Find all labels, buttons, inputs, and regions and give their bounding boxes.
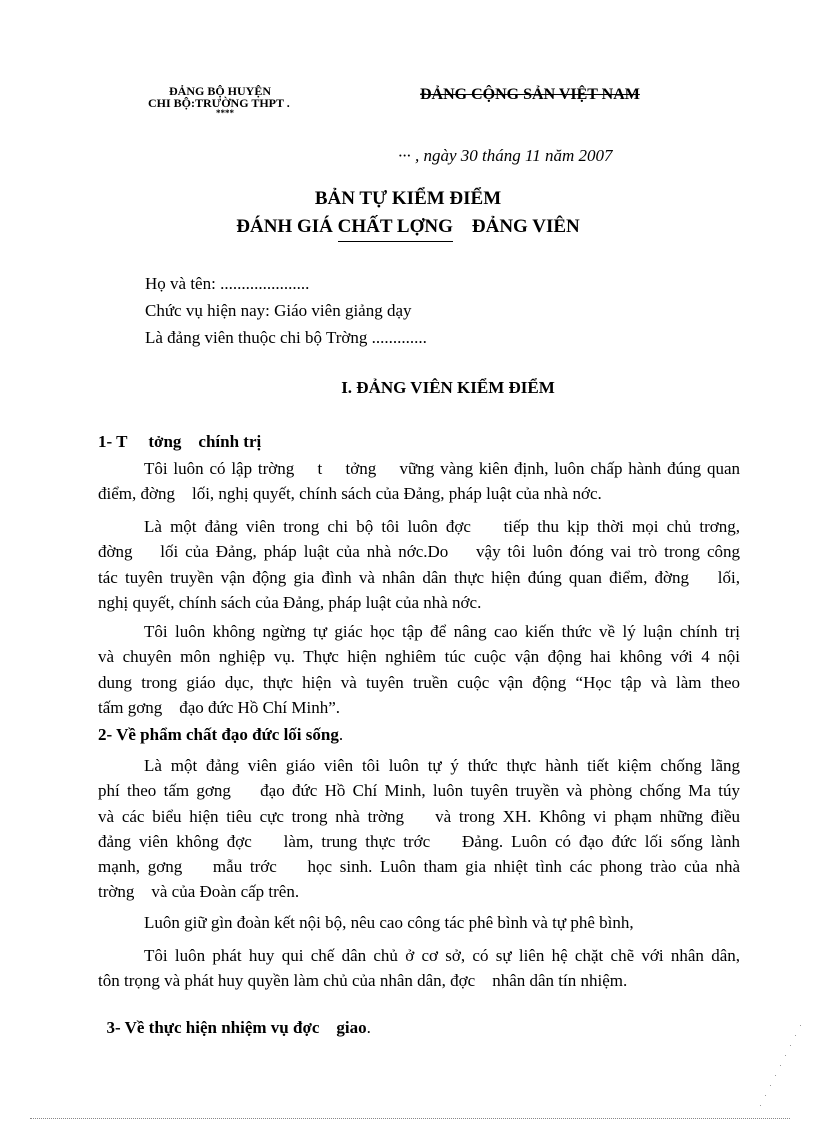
paragraph-line: tác tuyên truyền vận động gia đình và nhân dân thực hiện đúng quan điểm, đờng lối, <box>98 567 740 587</box>
heading-2-period: . <box>338 725 344 744</box>
party-committee-name: ĐẢNG BỘ HUYỆN <box>168 84 271 98</box>
name-field: Họ và tên: ..................... <box>145 274 310 293</box>
paragraph-2 <box>98 514 740 615</box>
paragraph-line: dung trong giáo dục, thực hiện và tuyên truền cuộc vận động “Học tập và làm theo <box>98 672 740 692</box>
heading-political-ideology: 1- T tởng chính trị <box>98 432 262 451</box>
heading-2-text: 2- Về phẩm chất đạo đức lối sống <box>98 725 339 744</box>
heading-moral-lifestyle <box>98 725 343 745</box>
scan-dots-decoration <box>740 1020 810 1115</box>
heading-assigned-tasks <box>98 998 371 1038</box>
document-title: BẢN TỰ KIỂM ĐIỂM <box>314 188 502 209</box>
paragraph-line: tôn trọng và phát huy quyền làm chủ của nhân dân, đợc nhân dân tín nhiệm. <box>98 971 628 991</box>
header-stars: **** <box>216 108 234 118</box>
paragraph-line: Là một đảng viên giáo viên tôi luôn tự ý thức thực hành tiết kiệm chống lãng <box>144 756 740 775</box>
paragraph-line: Luôn giữ gìn đoàn kết nội bộ, nêu cao công tác phê bình và tự phê bình, <box>144 913 634 932</box>
subtitle-part-1: ĐÁNH GIÁ <box>236 216 338 237</box>
paragraph-line: Tôi luôn phát huy qui chế dân chủ ở cơ sở, có sự liên hệ chặt chẽ với nhân dân, <box>144 946 740 965</box>
paragraph-line: điểm, đờng lối, nghị quyết, chính sách của Đảng, pháp luật của nhà nớc. <box>98 484 602 504</box>
paragraph-3 <box>98 619 740 720</box>
paragraph-6 <box>98 943 740 994</box>
date-line: ··· , ngày 30 tháng 11 năm 2007 <box>398 146 613 165</box>
party-name-header: ĐẢNG CỘNG SẢN VIỆT NAM <box>420 86 640 103</box>
section-title: I. ĐẢNG VIÊN KIỂM ĐIỂM <box>341 378 555 397</box>
position-field: Chức vụ hiện nay: Giáo viên giảng dạy <box>145 301 412 320</box>
party-committee-header <box>140 85 300 117</box>
paragraph-line: nghị quyết, chính sách của Đảng, pháp luật của nhà nớc. <box>98 592 482 612</box>
heading-3-text: 3- Về thực hiện nhiệm vụ đợc giao <box>106 1018 367 1037</box>
paragraph-line: tấm gơng đạo đức Hồ Chí Minh”. <box>98 697 341 717</box>
paragraph-4 <box>98 753 740 905</box>
paragraph-line: phí theo tấm gơng đạo đức Hồ Chí Minh, luôn tuyên truyền và phòng chống Ma túy <box>98 781 740 801</box>
paragraph-line: và chuyên môn nghiệp vụ. Thực hiện nghiêm túc cuộc vận động hai không với 4 nội <box>98 647 740 667</box>
paragraph-line: Tôi luôn không ngừng tự giác học tập để nâng cao kiến thức về lý luận chính trị <box>144 622 740 641</box>
heading-3-period: . <box>366 1018 371 1037</box>
document-subtitle <box>0 216 816 238</box>
paragraph-line: đảng viên không đợc làm, trung thực trớc Đảng. Luôn có đạo đức lối sống lành <box>98 831 740 851</box>
paragraph-line: Tôi luôn có lập trờng t tởng vững vàng kiên định, luôn chấp hành đúng quan <box>144 459 740 478</box>
member-field: Là đảng viên thuộc chi bộ Trờng ............. <box>145 328 427 347</box>
page-bottom-rule <box>30 1118 790 1122</box>
paragraph-line: mạnh, gơng mẫu trớc học sinh. Luôn tham gia nhiệt tình các phong trào của nhà <box>98 857 740 877</box>
party-cell-name: CHI BỘ:TRƯỜNG THPT . <box>148 96 290 110</box>
paragraph-1 <box>98 456 740 507</box>
paragraph-line: Là một đảng viên trong chi bộ tôi luôn đợc tiếp thu kịp thời mọi chủ trơng, <box>144 517 740 536</box>
paragraph-line: trờng và của Đoàn cấp trên. <box>98 882 300 902</box>
paragraph-5 <box>98 910 740 935</box>
paragraph-line: và các biểu hiện tiêu cực trong nhà trờng và trong XH. Không vi phạm những điều <box>98 806 740 826</box>
paragraph-line: đờng lối của Đảng, pháp luật của nhà nớc.Do vậy tôi luôn đóng vai trò trong công <box>98 542 740 562</box>
subtitle-underlined: CHẤT LỢNG <box>338 216 453 242</box>
subtitle-part-3: ĐẢNG VIÊN <box>452 216 580 237</box>
